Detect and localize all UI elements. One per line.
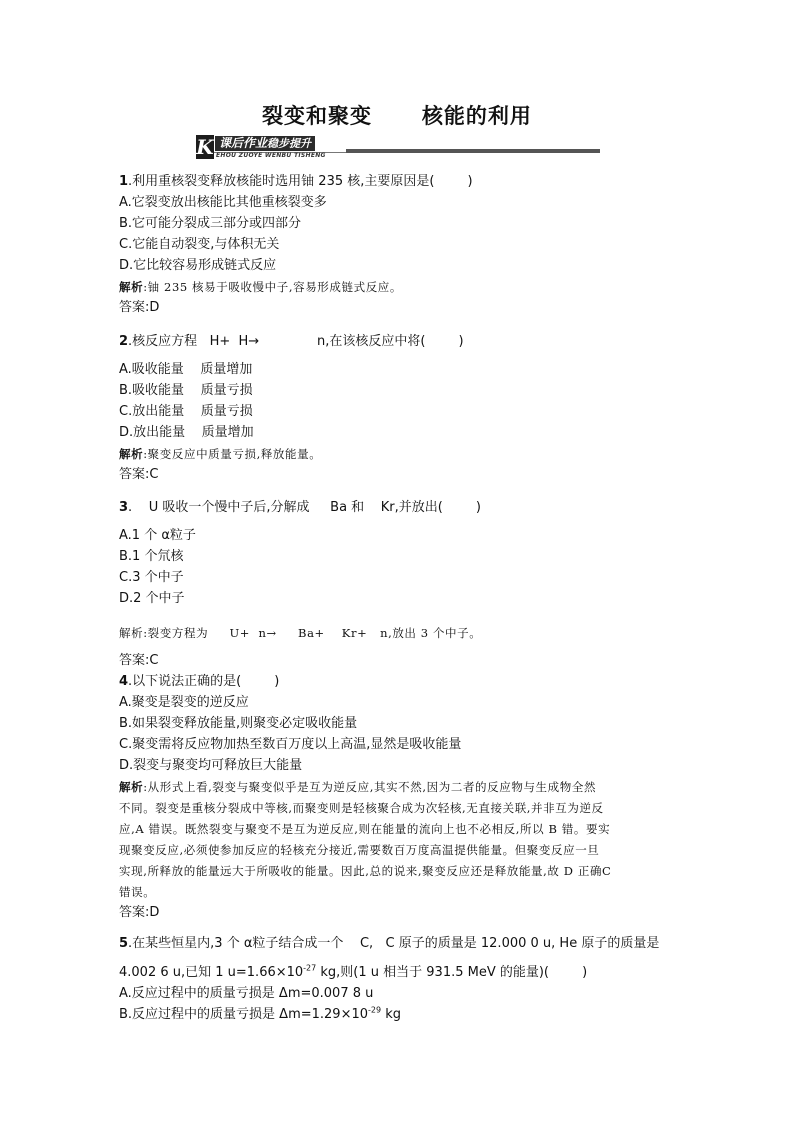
q3-option-a: A.1 个 α粒子 [119, 528, 196, 543]
q3-option-c: C.3 个中子 [119, 570, 184, 585]
q5-stem-line-1: 5.在某些恒星内,3 个 α粒子结合成一个 C, C 原子的质量是 12.000 0 u, He 原子的质量是 [119, 936, 660, 951]
q1-option-d: D.它比较容易形成链式反应 [119, 258, 277, 273]
banner-pinyin: EHOU ZUOYE WENBU TISHENG [216, 152, 326, 159]
q4-analysis-line-3: 应,A 错误。既然裂变与聚变不是互为逆反应,则在能量的流向上也不必相反,所以 B 错。要实 [119, 822, 611, 836]
banner-k-logo: K [196, 135, 214, 159]
q4-number: 4 [119, 674, 129, 689]
q3-number: 3 [119, 500, 129, 515]
q1-answer: 答案:D [119, 300, 160, 315]
q4-analysis-line-4: 现聚变反应,必须使参加反应的轻核充分接近,需要数百万度高温提供能量。但聚变反应一旦 [119, 843, 600, 857]
q4-analysis-line-6: 错误。 [119, 885, 156, 899]
q5-number: 5 [119, 936, 129, 951]
q5-option-b: B.反应过程中的质量亏损是 $\Delta m=1.29\times 10^{-29}$ kg [119, 1005, 402, 1022]
q3-option-b: B.1 个氘核 [119, 549, 184, 564]
q5-option-a: A.反应过程中的质量亏损是 Δm=0.007 8 u [119, 986, 374, 1001]
q2-stem: 2.核反应方程 H+ H→ n,在该核反应中将( ) [119, 334, 464, 349]
q2-option-d: D.放出能量 质量增加 [119, 425, 254, 440]
q1-number: 1 [119, 174, 129, 189]
q2-number: 2 [119, 334, 129, 349]
q1-option-a: A.它裂变放出核能比其他重核裂变多 [119, 195, 327, 210]
q4-stem: 4.以下说法正确的是( ) [119, 674, 280, 689]
q3-stem: 3. U 吸收一个慢中子后,分解成 Ba 和 Kr,并放出( ) [119, 500, 481, 515]
q4-option-d: D.裂变与聚变均可释放巨大能量 [119, 758, 303, 773]
q4-option-a: A.聚变是裂变的逆反应 [119, 695, 249, 710]
q1-analysis: 解析:铀 235 核易于吸收慢中子,容易形成链式反应。 [119, 280, 402, 294]
q2-answer: 答案:C [119, 467, 159, 482]
q2-option-c: C.放出能量 质量亏损 [119, 404, 253, 419]
q4-analysis-line-1: 解析:从形式上看,裂变与聚变似乎是互为逆反应,其实不然,因为二者的反应物与生成物全然 [119, 780, 597, 794]
q3-analysis: 解析:裂变方程为 U+ n→ Ba+ Kr+ n,放出 3 个中子。 [119, 626, 482, 640]
page-title: 裂变和聚变 核能的利用 [262, 104, 532, 128]
q1-option-b: B.它可能分裂成三部分或四部分 [119, 216, 302, 231]
q2-analysis: 解析:聚变反应中质量亏损,释放能量。 [119, 447, 322, 461]
q2-option-b: B.吸收能量 质量亏损 [119, 383, 253, 398]
banner-label: 课后作业稳步提升 [215, 136, 315, 151]
q2-option-a: A.吸收能量 质量增加 [119, 362, 253, 377]
section-banner [196, 135, 600, 161]
banner-thick-rule [346, 149, 600, 153]
q1-stem: 1.利用重核裂变释放核能时选用铀 235 核,主要原因是( ) [119, 174, 473, 189]
q4-option-c: C.聚变需将反应物加热至数百万度以上高温,显然是吸收能量 [119, 737, 462, 752]
q4-option-b: B.如果裂变释放能量,则聚变必定吸收能量 [119, 716, 358, 731]
q4-analysis-line-5: 实现,所释放的能量远大于所吸收的能量。因此,总的说来,聚变反应还是释放能量,故 D 正确C [119, 864, 612, 878]
q4-answer: 答案:D [119, 905, 160, 920]
q5-stem-line-2: 4.002 6 u,已知 1 $u=1.66\times 10^{-27}$ kg,则(1 u 相当于 931.5 MeV 的能量)( ) [119, 963, 588, 980]
q4-analysis-line-2: 不同。裂变是重核分裂成中等核,而聚变则是轻核聚合成为次轻核,无直接关联,并非互为逆反 [119, 801, 604, 815]
q1-option-c: C.它能自动裂变,与体积无关 [119, 237, 280, 252]
q3-answer: 答案:C [119, 653, 159, 668]
q3-option-d: D.2 个中子 [119, 591, 185, 606]
